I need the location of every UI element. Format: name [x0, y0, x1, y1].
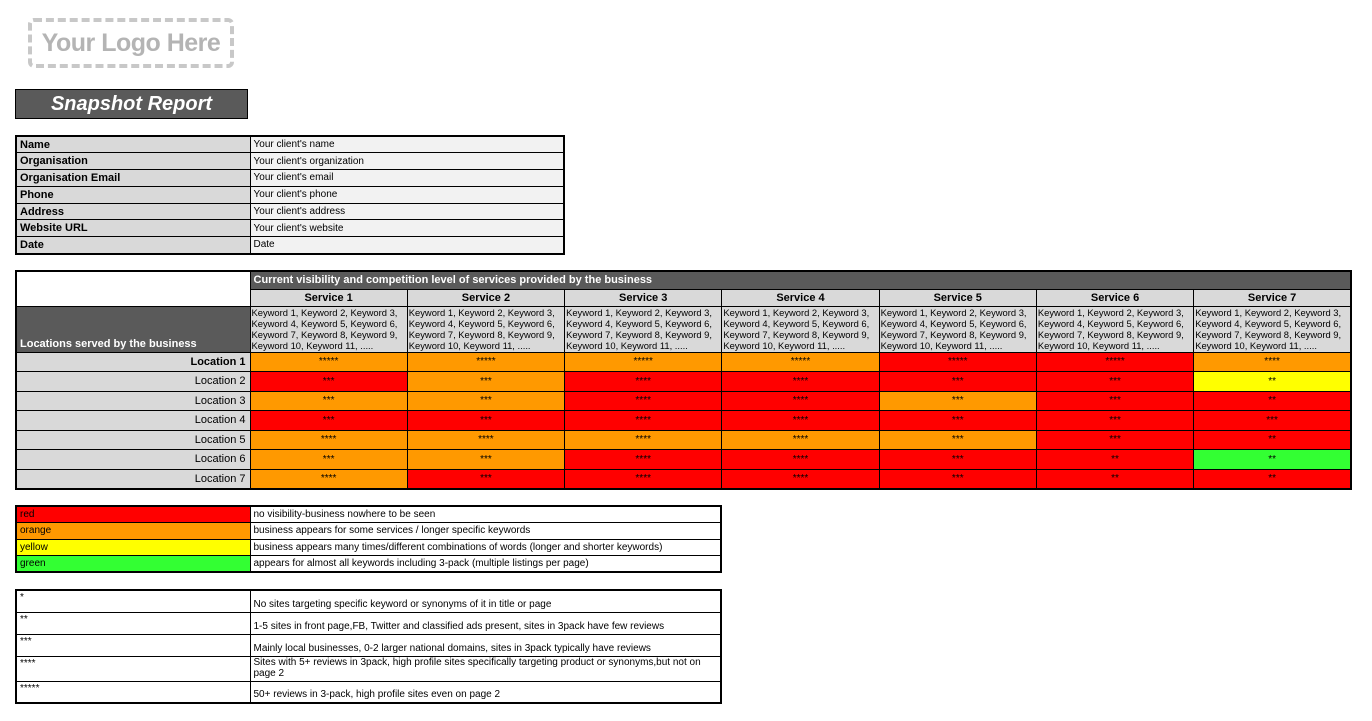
grid-banner: Current visibility and competition level of services provided by the business — [250, 271, 1351, 289]
visibility-grid — [15, 270, 1352, 490]
rating-cell: *** — [1036, 391, 1193, 411]
color-description: business appears for some services / longer specific keywords — [250, 523, 721, 540]
star-legend-table — [15, 589, 722, 704]
service-keywords: Keyword 1, Keyword 2, Keyword 3, Keyword 4, Keyword 5, Keyword 6, Keyword 7, Keyword 8, Keyword 9, Keyword 10, Keyword 11, ..... — [565, 306, 722, 352]
location-row — [16, 469, 1351, 489]
rating-cell: *** — [879, 372, 1036, 392]
rating-cell: ***** — [565, 352, 722, 372]
client-info-value: Your client's phone — [250, 186, 564, 203]
rating-cell: *** — [407, 469, 564, 489]
rating-cell: ** — [1194, 469, 1351, 489]
rating-cell: **** — [565, 372, 722, 392]
rating-cell: **** — [565, 450, 722, 470]
rating-cell: ** — [1194, 430, 1351, 450]
rating-cell: *** — [879, 411, 1036, 431]
location-label: Location 2 — [16, 372, 250, 392]
service-keywords: Keyword 1, Keyword 2, Keyword 3, Keyword 4, Keyword 5, Keyword 6, Keyword 7, Keyword 8, Keyword 9, Keyword 10, Keyword 11, ..... — [1036, 306, 1193, 352]
client-info-row — [16, 220, 564, 237]
location-label: Location 1 — [16, 352, 250, 372]
star-description: 1-5 sites in front page,FB, Twitter and classified ads present, sites in 3pack have few reviews — [250, 612, 721, 634]
rating-cell: *** — [407, 372, 564, 392]
client-info-value: Your client's email — [250, 170, 564, 187]
star-rating: **** — [16, 656, 250, 681]
rating-cell: **** — [565, 430, 722, 450]
rating-cell: ***** — [1036, 352, 1193, 372]
rating-cell: ** — [1194, 450, 1351, 470]
location-label: Location 6 — [16, 450, 250, 470]
client-info-row — [16, 153, 564, 170]
logo-placeholder: Your Logo Here — [28, 18, 234, 68]
service-header: Service 3 — [565, 289, 722, 306]
rating-cell: *** — [250, 391, 407, 411]
color-description: appears for almost all keywords including 3-pack (multiple listings per page) — [250, 556, 721, 573]
color-swatch: red — [16, 506, 250, 523]
rating-cell: **** — [722, 430, 879, 450]
rating-cell: ***** — [879, 352, 1036, 372]
star-rating: *** — [16, 634, 250, 656]
client-info-table — [15, 135, 565, 255]
location-row — [16, 430, 1351, 450]
blank-cell — [16, 271, 250, 289]
client-info-label: Organisation — [16, 153, 250, 170]
rating-cell: ***** — [722, 352, 879, 372]
star-rating: * — [16, 590, 250, 612]
rating-cell: ** — [1036, 469, 1193, 489]
service-keywords: Keyword 1, Keyword 2, Keyword 3, Keyword 4, Keyword 5, Keyword 6, Keyword 7, Keyword 8, Keyword 9, Keyword 10, Keyword 11, ..... — [407, 306, 564, 352]
client-info-row — [16, 237, 564, 254]
rating-cell: ***** — [407, 352, 564, 372]
rating-cell: *** — [407, 450, 564, 470]
star-legend-row — [16, 612, 721, 634]
rating-cell: *** — [250, 450, 407, 470]
rating-cell: **** — [565, 391, 722, 411]
locations-header: Locations served by the business — [16, 306, 250, 352]
color-swatch: yellow — [16, 539, 250, 556]
rating-cell: **** — [250, 469, 407, 489]
grid-banner-row — [16, 271, 1351, 289]
service-header: Service 2 — [407, 289, 564, 306]
rating-cell: *** — [407, 391, 564, 411]
star-description: 50+ reviews in 3-pack, high profile sites even on page 2 — [250, 681, 721, 703]
client-info-label: Phone — [16, 186, 250, 203]
service-header-row — [16, 289, 1351, 306]
client-info-row — [16, 136, 564, 153]
rating-cell: **** — [722, 391, 879, 411]
client-info-value: Your client's organization — [250, 153, 564, 170]
client-info-value: Your client's name — [250, 136, 564, 153]
rating-cell: **** — [565, 469, 722, 489]
rating-cell: **** — [565, 411, 722, 431]
rating-cell: **** — [722, 469, 879, 489]
rating-cell: *** — [1036, 411, 1193, 431]
rating-cell: *** — [1194, 411, 1351, 431]
star-rating: ***** — [16, 681, 250, 703]
rating-cell: **** — [407, 430, 564, 450]
client-info-label: Website URL — [16, 220, 250, 237]
rating-cell: **** — [722, 411, 879, 431]
rating-cell: *** — [250, 372, 407, 392]
color-legend-row — [16, 556, 721, 573]
location-row — [16, 352, 1351, 372]
client-info-value: Your client's address — [250, 203, 564, 220]
location-label: Location 5 — [16, 430, 250, 450]
rating-cell: ** — [1194, 391, 1351, 411]
rating-cell: *** — [250, 411, 407, 431]
service-keywords: Keyword 1, Keyword 2, Keyword 3, Keyword 4, Keyword 5, Keyword 6, Keyword 7, Keyword 8, Keyword 9, Keyword 10, Keyword 11, ..... — [879, 306, 1036, 352]
color-description: no visibility-business nowhere to be seen — [250, 506, 721, 523]
service-header: Service 6 — [1036, 289, 1193, 306]
star-legend-row — [16, 634, 721, 656]
location-label: Location 7 — [16, 469, 250, 489]
color-legend-row — [16, 523, 721, 540]
service-keywords: Keyword 1, Keyword 2, Keyword 3, Keyword 4, Keyword 5, Keyword 6, Keyword 7, Keyword 8, Keyword 9, Keyword 10, Keyword 11, ..... — [250, 306, 407, 352]
location-label: Location 4 — [16, 411, 250, 431]
rating-cell: *** — [879, 469, 1036, 489]
report-title: Snapshot Report — [15, 89, 248, 119]
rating-cell: ** — [1036, 450, 1193, 470]
service-header: Service 5 — [879, 289, 1036, 306]
blank-cell — [16, 289, 250, 306]
location-row — [16, 391, 1351, 411]
client-info-row — [16, 170, 564, 187]
service-keywords: Keyword 1, Keyword 2, Keyword 3, Keyword 4, Keyword 5, Keyword 6, Keyword 7, Keyword 8, Keyword 9, Keyword 10, Keyword 11, ..... — [722, 306, 879, 352]
color-swatch: orange — [16, 523, 250, 540]
client-info-label: Name — [16, 136, 250, 153]
rating-cell: ***** — [250, 352, 407, 372]
service-header: Service 4 — [722, 289, 879, 306]
client-info-label: Date — [16, 237, 250, 254]
rating-cell: ** — [1194, 372, 1351, 392]
rating-cell: **** — [1194, 352, 1351, 372]
star-legend-row — [16, 656, 721, 681]
star-description: No sites targeting specific keyword or synonyms of it in title or page — [250, 590, 721, 612]
rating-cell: *** — [879, 450, 1036, 470]
location-row — [16, 411, 1351, 431]
rating-cell: *** — [1036, 372, 1193, 392]
rating-cell: **** — [250, 430, 407, 450]
rating-cell: **** — [722, 372, 879, 392]
color-description: business appears many times/different combinations of words (longer and shorter keywords) — [250, 539, 721, 556]
rating-cell: **** — [722, 450, 879, 470]
color-legend-table — [15, 505, 722, 573]
star-description: Mainly local businesses, 0-2 larger national domains, sites in 3pack typically have reviews — [250, 634, 721, 656]
client-info-label: Address — [16, 203, 250, 220]
location-label: Location 3 — [16, 391, 250, 411]
location-row — [16, 372, 1351, 392]
color-legend-row — [16, 506, 721, 523]
location-row — [16, 450, 1351, 470]
client-info-row — [16, 186, 564, 203]
rating-cell: *** — [1036, 430, 1193, 450]
star-legend-row — [16, 590, 721, 612]
color-legend-row — [16, 539, 721, 556]
star-description: Sites with 5+ reviews in 3pack, high profile sites specifically targeting product or synonyms,but not on page 2 — [250, 656, 721, 681]
rating-cell: *** — [879, 430, 1036, 450]
color-swatch: green — [16, 556, 250, 573]
rating-cell: *** — [879, 391, 1036, 411]
service-keywords: Keyword 1, Keyword 2, Keyword 3, Keyword 4, Keyword 5, Keyword 6, Keyword 7, Keyword 8, Keyword 9, Keyword 10, Keyword 11, ..... — [1194, 306, 1351, 352]
client-info-label: Organisation Email — [16, 170, 250, 187]
service-header: Service 7 — [1194, 289, 1351, 306]
rating-cell: *** — [407, 411, 564, 431]
client-info-value: Your client's website — [250, 220, 564, 237]
star-rating: ** — [16, 612, 250, 634]
keywords-row — [16, 306, 1351, 352]
star-legend-row — [16, 681, 721, 703]
client-info-row — [16, 203, 564, 220]
service-header: Service 1 — [250, 289, 407, 306]
client-info-value: Date — [250, 237, 564, 254]
